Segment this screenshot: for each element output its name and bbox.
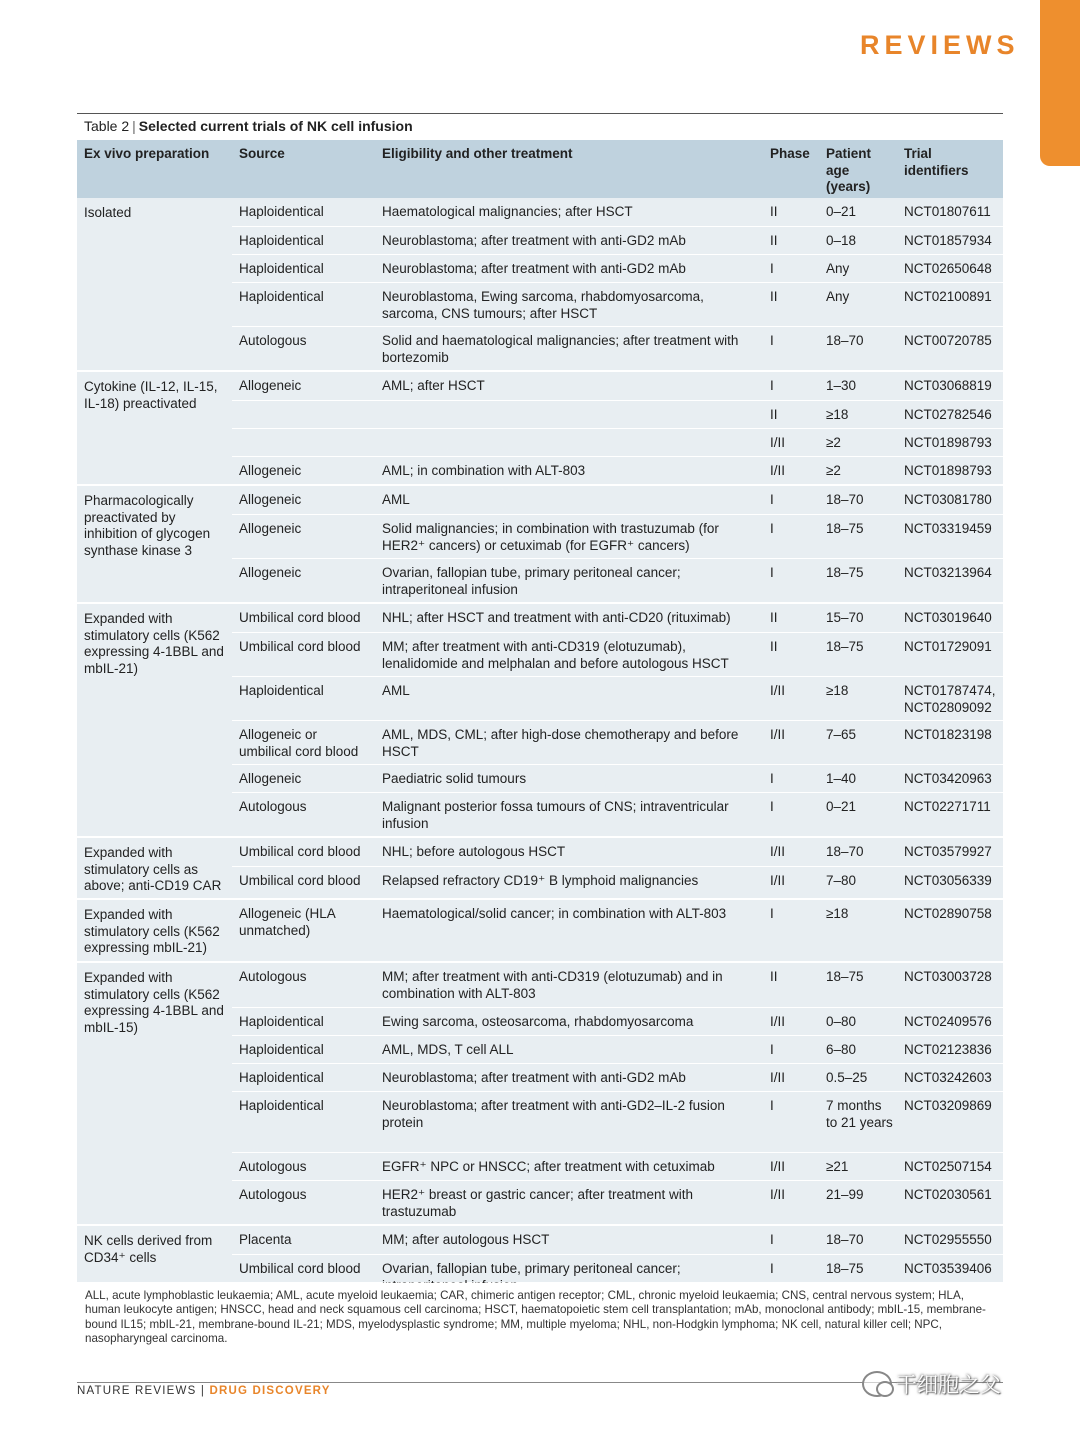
trials-table — [77, 140, 1003, 1282]
source-cell: Allogeneic or umbilical cord blood — [239, 727, 359, 759]
age-cell: 18–75 — [826, 969, 864, 984]
eligibility-cell: MM; after treatment with anti-CD319 (elotuzumab), lenalidomide and melphalan and before autologous HSCT — [382, 639, 729, 671]
trial-id-cell: NCT02955550 — [904, 1232, 992, 1247]
age-cell: 7 months to 21 years — [826, 1098, 893, 1130]
phase-cell: II — [770, 610, 778, 625]
source-cell: Allogeneic — [239, 463, 302, 478]
source-cell: Placenta — [239, 1232, 292, 1247]
journal-footer — [77, 1385, 331, 1397]
section-tab — [1040, 0, 1080, 166]
source-cell: Autologous — [239, 333, 307, 348]
source-cell — [232, 407, 375, 428]
eligibility-cell: AML — [382, 683, 410, 698]
prep-cell: Pharmacologically preactivated by inhibition of glycogen synthase kinase 3 — [84, 493, 211, 558]
age-cell: 0–80 — [826, 1014, 857, 1029]
table-row — [232, 963, 1003, 1007]
table-group — [77, 898, 1003, 961]
eligibility-cell: Solid and haematological malignancies; after treatment with bortezomib — [382, 333, 739, 365]
source-cell: Autologous — [239, 1159, 307, 1174]
phase-cell: II — [770, 639, 778, 654]
table-footnote: ALL, acute lymphoblastic leukaemia; AML, acute myeloid leukaemia; CAR, chimeric antigen receptor; CML, chronic myeloid leukaemia; CNS, central nervous system; HLA, human leukocyte antigen; HNSCC, head and neck squamous cell carcinoma; HSCT, haematopoietic stem cell transplantation; mAb, monoclonal antibody; mbIL-15, membrane-bound IL15; mbIL-21, membrane-bound IL-21; MDS, myelodysplastic syndrome; MM, multiple myeloma; NHL, non-Hodgkin lymphoma; NK cell, natural killer cell; NPC, nasopharyngeal carcinoma. — [77, 1283, 1003, 1355]
group-rows — [232, 486, 1003, 602]
prep-cell: Expanded with stimulatory cells as above; anti-CD19 CAR — [84, 845, 222, 893]
prep-cell: Expanded with stimulatory cells (K562 expressing mbIL-21) — [84, 907, 220, 955]
trial-id-cell: NCT00720785 — [904, 333, 992, 348]
phase-cell: I — [770, 1098, 774, 1113]
table-group — [77, 370, 1003, 484]
eligibility-cell: HER2⁺ breast or gastric cancer; after treatment with trastuzumab — [382, 1187, 693, 1219]
phase-cell: I — [770, 378, 774, 393]
caption-separator: | — [132, 118, 136, 134]
source-cell: Autologous — [239, 799, 307, 814]
phase-cell: I/II — [770, 683, 786, 698]
phase-cell: I/II — [770, 435, 786, 450]
col-header-prep: Ex vivo preparation — [84, 146, 210, 161]
prep-cell: Cytokine (IL-12, IL-15, IL-18) preactivated — [84, 379, 218, 411]
phase-cell: II — [770, 233, 778, 248]
eligibility-cell: AML, MDS, CML; after high-dose chemotherapy and before HSCT — [382, 727, 739, 759]
age-cell: 21–99 — [826, 1187, 864, 1202]
trial-id-cell: NCT01857934 — [904, 233, 992, 248]
eligibility-cell: Solid malignancies; in combination with trastuzumab (for HER2⁺ cancers) or cetuximab (for EGFR⁺ cancers) — [382, 521, 719, 553]
eligibility-cell: Ovarian, fallopian tube, primary peritoneal cancer; — [382, 1261, 681, 1276]
source-cell: Haploidentical — [239, 1042, 324, 1057]
age-cell: ≥18 — [826, 906, 849, 921]
age-cell: 1–40 — [826, 771, 857, 786]
eligibility-cell: NHL; before autologous HSCT — [382, 844, 566, 859]
table-row — [232, 792, 1003, 836]
table-row — [232, 1152, 1003, 1180]
age-cell: 0.5–25 — [826, 1070, 868, 1085]
table-body — [77, 198, 1003, 1282]
table-row — [232, 838, 1003, 866]
age-cell: 1–30 — [826, 378, 857, 393]
source-cell: Autologous — [239, 1187, 307, 1202]
trial-id-cell: NCT03003728 — [904, 969, 992, 984]
eligibility-cell: Ewing sarcoma, osteosarcoma, rhabdomyosarcoma — [382, 1014, 694, 1029]
source-cell: Umbilical cord blood — [239, 1261, 361, 1276]
age-cell: ≥2 — [826, 435, 841, 450]
trial-id-cell: NCT01898793 — [904, 435, 992, 450]
table-row — [232, 676, 1003, 720]
age-cell: 0–18 — [826, 233, 857, 248]
source-cell: Allogeneic — [239, 771, 302, 786]
phase-cell: I — [770, 261, 774, 276]
table-row — [232, 1035, 1003, 1063]
source-cell: Haploidentical — [239, 1070, 324, 1085]
watermark-text: 干细胞之父 — [896, 1373, 1001, 1397]
phase-cell: I — [770, 565, 774, 580]
col-header-eligibility: Eligibility and other treatment — [382, 146, 573, 161]
table-caption — [84, 118, 413, 134]
age-cell: 0–21 — [826, 204, 857, 219]
table-row — [232, 1007, 1003, 1035]
trial-id-cell: NCT02782546 — [904, 407, 992, 422]
table-row — [232, 1180, 1003, 1224]
eligibility-cell: MM; after treatment with anti-CD319 (elotuzumab) and in combination with ALT-803 — [382, 969, 723, 1001]
source-cell: Haploidentical — [239, 233, 324, 248]
table-row — [232, 486, 1003, 514]
eligibility-cell: AML; after HSCT — [382, 378, 485, 393]
eligibility-cell: Relapsed refractory CD19⁺ B lymphoid malignancies — [382, 873, 699, 888]
trial-id-cell: NCT03213964 — [904, 565, 992, 580]
eligibility-cell: Haematological/solid cancer; in combination with ALT-803 — [382, 906, 727, 921]
table-row — [232, 428, 1003, 456]
eligibility-cell: Neuroblastoma, Ewing sarcoma, rhabdomyosarcoma, sarcoma, CNS tumours; after HSCT — [382, 289, 704, 321]
trial-id-cell: NCT01898793 — [904, 463, 992, 478]
watermark — [862, 1369, 1001, 1399]
age-cell: 0–21 — [826, 799, 857, 814]
source-cell: Umbilical cord blood — [239, 639, 361, 654]
table-group — [77, 602, 1003, 836]
trial-id-cell: NCT02030561 — [904, 1187, 992, 1202]
table-group — [77, 484, 1003, 602]
eligibility-cell: Neuroblastoma; after treatment with anti-GD2 mAb — [382, 261, 686, 276]
table-row — [232, 254, 1003, 282]
trial-id-cell: NCT01729091 — [904, 639, 992, 654]
eligibility-cell: NHL; after HSCT and treatment with anti-CD20 (rituximab) — [382, 610, 731, 625]
trial-id-cell: NCT02409576 — [904, 1014, 992, 1029]
phase-cell: I — [770, 1261, 774, 1276]
trial-id-cell: NCT03019640 — [904, 610, 992, 625]
table-header — [77, 140, 1003, 198]
phase-cell: I — [770, 771, 774, 786]
group-rows — [232, 604, 1003, 836]
eligibility-cell: Haematological malignancies; after HSCT — [382, 204, 633, 219]
age-cell: 15–70 — [826, 610, 864, 625]
table-row — [232, 198, 1003, 226]
age-cell: ≥2 — [826, 463, 841, 478]
source-cell: Umbilical cord blood — [239, 844, 361, 859]
trial-id-cell: NCT01807611 — [904, 204, 991, 219]
age-cell: Any — [826, 261, 850, 276]
table-title: Selected current trials of NK cell infusion — [138, 118, 413, 134]
phase-cell: I — [770, 906, 774, 921]
table-label: Table 2 — [84, 118, 130, 134]
trial-id-cell: NCT03319459 — [904, 521, 992, 536]
table-row — [232, 720, 1003, 764]
phase-cell: I — [770, 1042, 774, 1057]
table-row — [232, 1254, 1003, 1282]
col-header-identifiers: Trial identifiers — [904, 146, 969, 178]
table-row — [232, 604, 1003, 632]
group-rows — [232, 198, 1003, 370]
phase-cell: II — [770, 289, 778, 304]
phase-cell: II — [770, 407, 778, 422]
trial-id-cell: NCT02123836 — [904, 1042, 992, 1057]
age-cell: 18–75 — [826, 1261, 864, 1276]
eligibility-cell: Neuroblastoma; after treatment with anti-GD2 mAb — [382, 1070, 686, 1085]
source-cell: Haploidentical — [239, 261, 324, 276]
eligibility-cell: EGFR⁺ NPC or HNSCC; after treatment with cetuximab — [382, 1159, 715, 1174]
table-row — [232, 1091, 1003, 1152]
age-cell: ≥18 — [826, 683, 849, 698]
table-row — [232, 326, 1003, 370]
table-row — [232, 1226, 1003, 1254]
table-row — [232, 1063, 1003, 1091]
source-cell: Umbilical cord blood — [239, 610, 361, 625]
age-cell: 18–70 — [826, 333, 864, 348]
top-rule — [77, 113, 1003, 114]
phase-cell: I/II — [770, 1070, 786, 1085]
phase-cell: I — [770, 492, 774, 507]
source-cell: Haploidentical — [239, 683, 324, 698]
section-label: REVIEWS — [860, 30, 1020, 60]
eligibility-cell: Neuroblastoma; after treatment with anti-GD2 mAb — [382, 233, 686, 248]
age-cell: 18–75 — [826, 639, 864, 654]
phase-cell: I — [770, 333, 774, 348]
age-cell: 18–70 — [826, 844, 864, 859]
table-row — [232, 632, 1003, 676]
source-cell: Allogeneic (HLA unmatched) — [239, 906, 336, 938]
col-header-phase: Phase — [770, 146, 810, 161]
table-row — [232, 400, 1003, 428]
group-rows — [232, 838, 1003, 898]
age-cell: ≥21 — [826, 1159, 849, 1174]
age-cell: 7–80 — [826, 873, 857, 888]
age-cell: 18–70 — [826, 492, 864, 507]
source-cell: Haploidentical — [239, 1098, 324, 1113]
group-rows — [232, 900, 1003, 961]
phase-cell: II — [770, 969, 778, 984]
trial-id-cell: NCT03209869 — [904, 1098, 992, 1113]
age-cell: 7–65 — [826, 727, 857, 742]
phase-cell: I/II — [770, 844, 786, 859]
eligibility-cell: Malignant posterior fossa tumours of CNS; intraventricular infusion — [382, 799, 729, 831]
source-cell: Haploidentical — [239, 1014, 324, 1029]
phase-cell: I/II — [770, 463, 786, 478]
source-cell: Allogeneic — [239, 565, 302, 580]
phase-cell: I — [770, 1232, 774, 1247]
phase-cell: I/II — [770, 873, 786, 888]
journal-name: NATURE REVIEWS — [77, 1385, 197, 1397]
table-row — [232, 558, 1003, 602]
source-cell — [232, 435, 375, 456]
journal-section: DRUG DISCOVERY — [209, 1385, 331, 1397]
table-row — [232, 866, 1003, 898]
phase-cell: I — [770, 799, 774, 814]
phase-cell: I — [770, 521, 774, 536]
age-cell: 6–80 — [826, 1042, 857, 1057]
col-header-age: Patient age (years) — [826, 146, 872, 194]
age-cell: 18–75 — [826, 521, 864, 536]
prep-cell: Expanded with stimulatory cells (K562 expressing 4-1BBL and mbIL-21) — [84, 611, 224, 676]
trial-id-cell: NCT02650648 — [904, 261, 992, 276]
eligibility-cell: Paediatric solid tumours — [382, 771, 527, 786]
trial-id-cell: NCT03420963 — [904, 771, 992, 786]
prep-cell: Expanded with stimulatory cells (K562 expressing 4-1BBL and mbIL-15) — [84, 970, 224, 1035]
trial-id-cell: NCT02100891 — [904, 289, 992, 304]
trial-id-cell: NCT03056339 — [904, 873, 992, 888]
source-cell: Haploidentical — [239, 204, 324, 219]
trial-id-cell: NCT01787474, NCT02809092 — [904, 683, 996, 715]
trial-id-cell: NCT03579927 — [904, 844, 992, 859]
wechat-icon — [862, 1371, 892, 1397]
eligibility-cell: AML, MDS, T cell ALL — [382, 1042, 514, 1057]
prep-cell: Isolated — [84, 205, 132, 220]
table-group — [77, 198, 1003, 370]
journal-separator: | — [200, 1385, 206, 1397]
trial-id-cell: NCT02271711 — [904, 799, 991, 814]
table-row — [232, 764, 1003, 792]
source-cell: Allogeneic — [239, 521, 302, 536]
table-row — [232, 226, 1003, 254]
trial-id-cell: NCT03081780 — [904, 492, 992, 507]
prep-cell: NK cells derived from CD34⁺ cells — [84, 1233, 213, 1265]
table-row — [232, 514, 1003, 558]
trial-id-cell: NCT03068819 — [904, 378, 992, 393]
table-row — [232, 282, 1003, 326]
phase-cell: I/II — [770, 1014, 786, 1029]
phase-cell: II — [770, 204, 778, 219]
eligibility-cell: Neuroblastoma; after treatment with anti-GD2–IL-2 fusion protein — [382, 1098, 725, 1130]
age-cell: 18–75 — [826, 565, 864, 580]
table-group — [77, 836, 1003, 898]
eligibility-cell: AML — [382, 492, 410, 507]
trial-id-cell: NCT03242603 — [904, 1070, 992, 1085]
table-row — [232, 372, 1003, 400]
trial-id-cell: NCT03539406 — [904, 1261, 992, 1276]
source-cell: Haploidentical — [239, 289, 324, 304]
trial-id-cell: NCT02507154 — [904, 1159, 992, 1174]
col-header-source: Source — [239, 146, 285, 161]
table-row — [232, 900, 1003, 961]
eligibility-cell: AML; in combination with ALT-803 — [382, 463, 586, 478]
eligibility-cell: MM; after autologous HSCT — [382, 1232, 550, 1247]
table-group — [77, 961, 1003, 1224]
source-cell: Umbilical cord blood — [239, 873, 361, 888]
group-rows — [232, 963, 1003, 1224]
source-cell: Allogeneic — [239, 378, 302, 393]
group-rows — [232, 372, 1003, 484]
age-cell: 18–70 — [826, 1232, 864, 1247]
trial-id-cell: NCT01823198 — [904, 727, 992, 742]
table-group — [77, 1224, 1003, 1282]
age-cell: ≥18 — [826, 407, 849, 422]
trial-id-cell: NCT02890758 — [904, 906, 992, 921]
phase-cell: I/II — [770, 1187, 786, 1202]
eligibility-cell: Ovarian, fallopian tube, primary peritoneal cancer; intraperitoneal infusion — [382, 565, 681, 597]
eligibility-cell — [375, 435, 763, 456]
age-cell: Any — [826, 289, 850, 304]
phase-cell: I/II — [770, 1159, 786, 1174]
source-cell: Allogeneic — [239, 492, 302, 507]
source-cell: Autologous — [239, 969, 307, 984]
eligibility-cell — [375, 407, 763, 428]
group-rows — [232, 1226, 1003, 1282]
table-row — [232, 456, 1003, 484]
phase-cell: I/II — [770, 727, 786, 742]
